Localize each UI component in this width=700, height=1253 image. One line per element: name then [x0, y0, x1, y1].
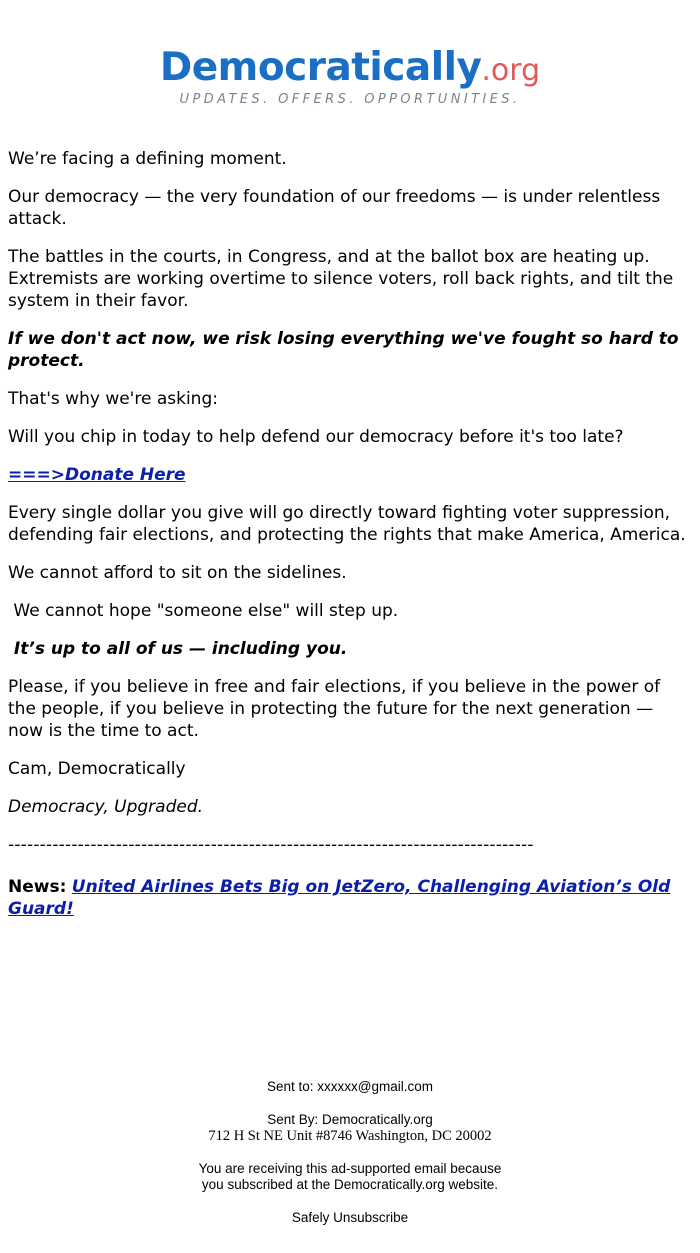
- paragraph-every-dollar: Every single dollar you give will go directly toward fighting voter suppression, defending fair elections, and protecting the rights that make America, America.: [8, 503, 686, 545]
- donate-link[interactable]: ===>Donate Here: [8, 465, 186, 485]
- donate-paragraph: [8, 464, 692, 486]
- signature: Cam, Democratically: [8, 759, 186, 779]
- paragraph-sidelines: We cannot afford to sit on the sidelines.: [8, 563, 347, 583]
- paragraph-someone-else: We cannot hope "someone else" will step up.: [8, 601, 399, 621]
- paragraph-up-to-us: It’s up to all of us — including you.: [8, 639, 348, 659]
- paragraph-warning: If we don't act now, we risk losing everything we've fought so hard to protect.: [8, 329, 679, 371]
- email-body: [8, 148, 692, 936]
- news-label: News:: [8, 877, 67, 897]
- sent-by-line: Sent By: Democratically.org: [267, 1111, 433, 1127]
- paragraph-intro: We’re facing a defining moment.: [8, 149, 287, 169]
- logo-wordmark: [0, 46, 700, 90]
- news-link[interactable]: United Airlines Bets Big on JetZero, Challenging Aviation’s Old Guard!: [8, 877, 671, 919]
- paragraph-asking: That's why we're asking:: [8, 389, 218, 409]
- paragraph-battles: The battles in the courts, in Congress, and at the ballot box are heating up. Extremists are working overtime to silence voters, roll back rights, and tilt the system in their favor.: [8, 247, 674, 311]
- notice-line-1: You are receiving this ad-supported email because: [198, 1160, 502, 1176]
- notice-line-2: you subscribed at the Democratically.org website.: [201, 1177, 499, 1192]
- unsubscribe-link[interactable]: Safely Unsubscribe: [291, 1209, 409, 1225]
- logo-tagline: UPDATES. OFFERS. OPPORTUNITIES.: [179, 92, 521, 107]
- logo-main-text: Democratically: [159, 45, 482, 90]
- divider-line: -----------------------------------------------------------------------------------: [8, 835, 534, 855]
- paragraph-democracy: Our democracy — the very foundation of our freedoms — is under relentless attack.: [8, 187, 661, 229]
- paragraph-chip-in: Will you chip in today to help defend our democracy before it's too late?: [8, 427, 624, 447]
- logo-tld-text: .org: [481, 53, 541, 88]
- news-paragraph: [8, 876, 692, 920]
- mailing-address: 712 H St NE Unit #8746 Washington, DC 20002: [208, 1128, 492, 1144]
- slogan: Democracy, Upgraded.: [8, 797, 204, 817]
- brand-logo: [0, 46, 700, 107]
- paragraph-please: Please, if you believe in free and fair elections, if you believe in the power of the people, if you believe in protecting the future for the next generation — now is the time to act.: [8, 677, 661, 741]
- email-footer: [0, 1079, 700, 1226]
- sent-to-line: Sent to: xxxxxx@gmail.com: [266, 1079, 433, 1094]
